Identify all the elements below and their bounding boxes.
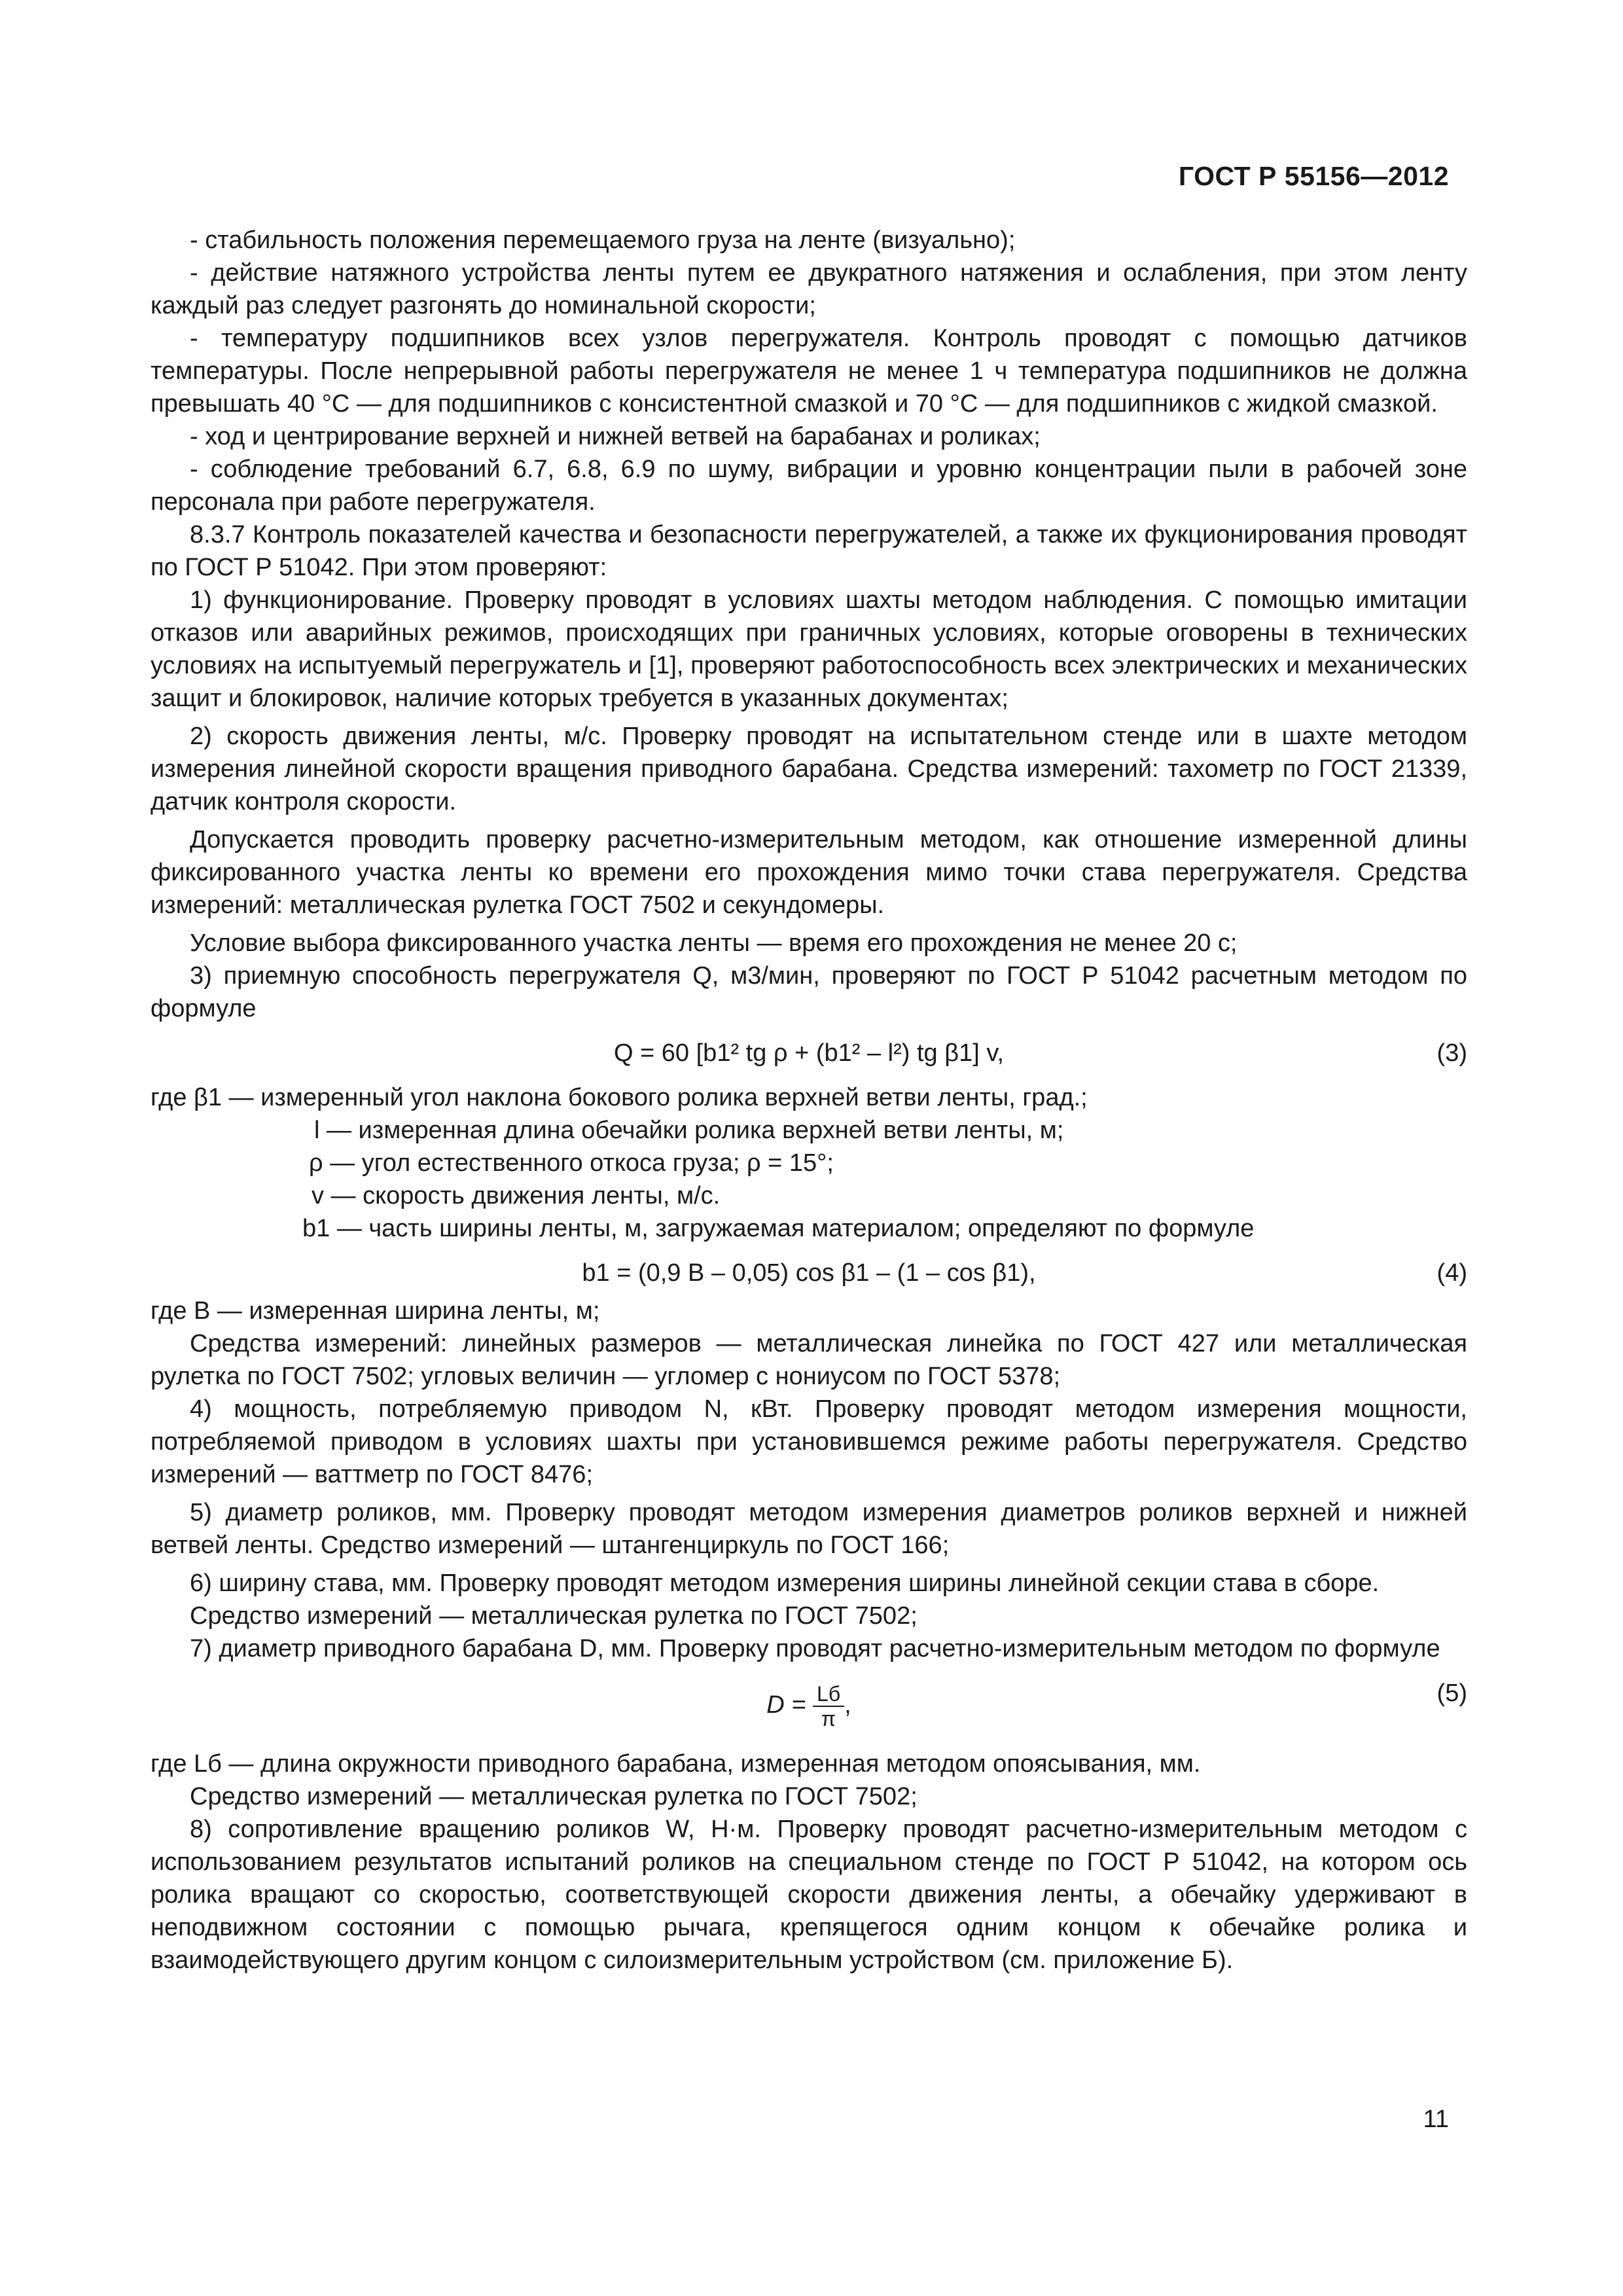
- paragraph: 3) приемную способность перегружателя Q, м3/мин, проверяют по ГОСТ Р 51042 расчетным методом по формуле: [151, 962, 1467, 1022]
- paragraph: - соблюдение требований 6.7, 6.8, 6.9 по шуму, вибрации и уровню концентрации пыли в рабочей зоне персонала при работе перегружателя.: [151, 456, 1467, 516]
- definition: b1 — часть ширины ленты, м, загружаемая материалом; определяют по формуле: [302, 1215, 1255, 1242]
- paragraph: - ход и центрирование верхней и нижней ветвей на барабанах и роликах;: [190, 423, 1041, 450]
- formula-5: [151, 1670, 1467, 1742]
- paragraph: 8.3.7 Контроль показателей качества и безопасности перегружателей, а также их фукционирования проводят по ГОСТ Р 51042. При этом проверяют:: [151, 521, 1467, 581]
- definition: где Lб — длина окружности приводного барабана, измеренная методом опоясывания, мм.: [151, 1750, 1201, 1778]
- formula-expression: [151, 1682, 1467, 1731]
- definition: ρ — угол естественного откоса груза; ρ = 15°;: [309, 1149, 834, 1177]
- paragraph: - стабильность положения перемещаемого груза на ленте (визуально);: [190, 226, 1016, 254]
- definition: l — измеренная длина обечайки ролика верхней ветви ленты, м;: [314, 1117, 1064, 1144]
- document-header: ГОСТ Р 55156—2012: [1178, 161, 1449, 191]
- definition: v — скорость движения ленты, м/с.: [312, 1182, 721, 1210]
- paragraph: Средство измерений — металлическая рулетка по ГОСТ 7502;: [190, 1602, 918, 1630]
- formula-3: [151, 1030, 1467, 1076]
- paragraph: Средства измерений: линейных размеров — металлическая линейка по ГОСТ 427 или металлическая рулетка по ГОСТ 7502; угловых величин — угломер с нониусом по ГОСТ 5378;: [151, 1330, 1467, 1390]
- fraction-denominator: π: [821, 1707, 836, 1731]
- formula-lhs: D =: [766, 1691, 806, 1719]
- paragraph: 2) скорость движения ленты, м/с. Проверку проводят на испытательном стенде или в шахте методом измерения линейной скорости вращения приводного барабана. Средства измерений: тахометр по ГОСТ 21339, датчик контроля скорости.: [151, 723, 1467, 816]
- document-body: [151, 224, 1467, 1977]
- paragraph: - действие натяжного устройства ленты путем ее двукратного натяжения и ослабления, при этом ленту каждый раз следует разгонять до номинальной скорости;: [151, 259, 1467, 319]
- paragraph: 4) мощность, потребляемую приводом N, кВт. Проверку проводят методом измерения мощности, потребляемой приводом в условиях шахты при установившемся режиме работы перегружателя. Средство измерений — ваттметр по ГОСТ 8476;: [151, 1395, 1467, 1488]
- paragraph: 7) диаметр приводного барабана D, мм. Проверку проводят расчетно-измерительным методом по формуле: [190, 1635, 1440, 1662]
- definition: где B — измеренная ширина ленты, м;: [151, 1297, 600, 1325]
- paragraph: Условие выбора фиксированного участка ленты — время его прохождения не менее 20 с;: [190, 929, 1238, 957]
- formula-number: (5): [1436, 1679, 1467, 1707]
- paragraph: Средство измерений — металлическая рулетка по ГОСТ 7502;: [190, 1783, 918, 1810]
- page-number: 11: [1423, 2106, 1449, 2133]
- paragraph: - температуру подшипников всех узлов перегружателя. Контроль проводят с помощью датчиков температуры. После непрерывной работы перегружателя не менее 1 ч температура подшипников не должна превышать 40 °С — для подшипников с консистентной смазкой и 70 °С — для подшипников с жидкой смазкой.: [151, 325, 1467, 418]
- fraction: [813, 1682, 844, 1731]
- paragraph: Допускается проводить проверку расчетно-измерительным методом, как отношение измеренной длины фиксированного участка ленты ко времени его прохождения мимо точки става перегружателя. Средства измерений: металлическая рулетка ГОСТ 7502 и секундомеры.: [151, 826, 1467, 919]
- formula-expression: Q = 60 [b1² tg ρ + (b1² – l²) tg β1] v,: [613, 1039, 1005, 1067]
- formula-number: (3): [1436, 1039, 1467, 1067]
- fraction-numerator: Lб: [813, 1682, 844, 1707]
- formula-4: [151, 1250, 1467, 1289]
- paragraph: 6) ширину става, мм. Проверку проводят методом измерения ширины линейной секции става в сборе.: [190, 1570, 1380, 1597]
- formula-expression: b1 = (0,9 B – 0,05) cos β1 – (1 – cos β1),: [582, 1259, 1036, 1287]
- formula-number: (4): [1436, 1259, 1467, 1287]
- formula-tail: ,: [844, 1691, 851, 1719]
- definition: где β1 — измеренный угол наклона бокового ролика верхней ветви ленты, град.;: [151, 1084, 1088, 1111]
- paragraph: 1) функционирование. Проверку проводят в условиях шахты методом наблюдения. С помощью имитации отказов или аварийных режимов, происходящих при граничных условиях, которые оговорены в технических условиях на испытуемый перегружатель и [1], проверяют работоспособность всех электрических и механических защит и блокировок, наличие которых требуется в указанных документах;: [151, 586, 1467, 712]
- paragraph: 8) сопротивление вращению роликов W, Н·м. Проверку проводят расчетно-измерительным методом с использованием результатов испытаний роликов на специальном стенде по ГОСТ Р 51042, на котором ось ролика вращают со скоростью, соответствующей скорости движения ленты, а обечайку удерживают в неподвижном состоянии с помощью рычага, крепящегося одним концом к обечайке ролика и взаимодействующего другим концом с силоизмерительным устройством (см. приложение Б).: [151, 1816, 1467, 1974]
- paragraph: 5) диаметр роликов, мм. Проверку проводят методом измерения диаметров роликов верхней и нижней ветвей ленты. Средство измерений — штангенциркуль по ГОСТ 166;: [151, 1499, 1467, 1559]
